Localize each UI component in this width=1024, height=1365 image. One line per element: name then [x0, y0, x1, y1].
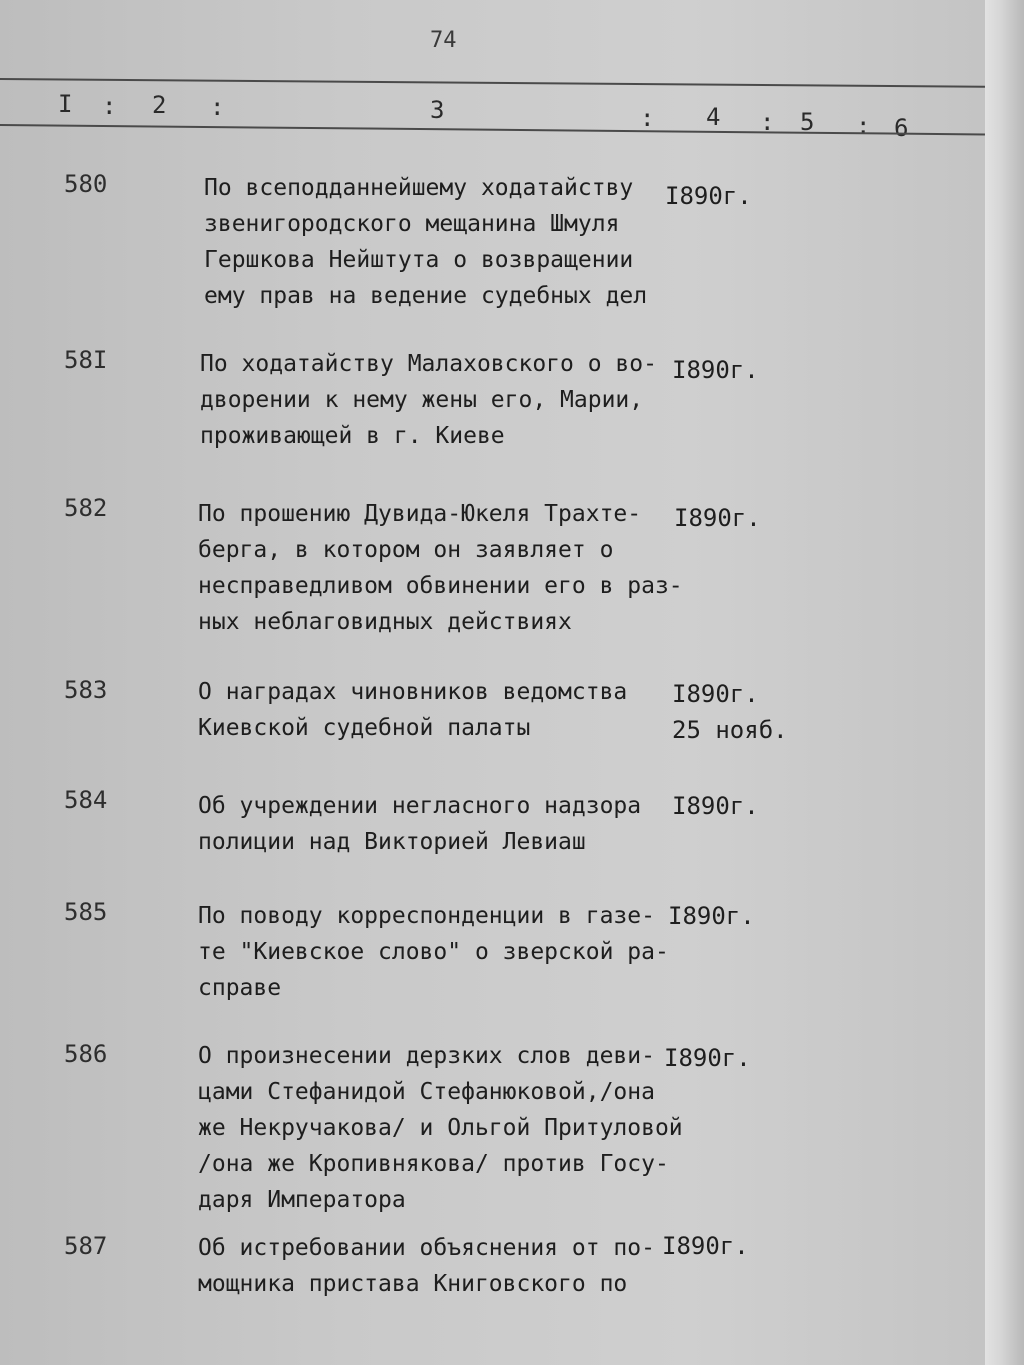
entry-number: 582 [64, 494, 108, 522]
column-header-2: 2 [152, 91, 167, 119]
entry-text-line: же Некручакова/ и Ольгой Притуловой [198, 1115, 683, 1141]
entry-text-line: проживающей в г. Киеве [200, 423, 505, 449]
entry-date-line: 25 нояб. [672, 716, 788, 744]
entry-description [198, 496, 683, 640]
entry-description [198, 674, 627, 746]
entry-text-line: По поводу корреспонденции в газе- [198, 903, 655, 929]
entry-text-line: цами Стефанидой Стефанюковой,/она [198, 1079, 655, 1105]
entry-description [204, 170, 647, 314]
entry-text-line: О произнесении дерзких слов деви- [198, 1043, 655, 1069]
entry-date [664, 1040, 751, 1076]
column-header-6: 6 [894, 114, 909, 142]
column-header-4: 4 [706, 103, 721, 131]
entry-date [672, 352, 759, 388]
entry-text-line: /она же Кропивнякова/ против Госу- [198, 1151, 669, 1177]
column-header-3: 3 [430, 96, 445, 124]
column-separator: : [210, 93, 225, 121]
entry-text-line: Об истребовании объяснения от по- [198, 1235, 655, 1261]
entry-text-line: По всеподданнейшему ходатайству [204, 175, 634, 201]
column-separator: : [856, 112, 871, 140]
entry-number: 586 [64, 1040, 108, 1068]
entry-number: 585 [64, 898, 108, 926]
entry-text-line: несправедливом обвинении его в раз- [198, 573, 683, 599]
column-separator: : [640, 104, 655, 132]
entry-text-line: Гершкова Нейштута о возвращении [204, 247, 634, 273]
entry-description [198, 898, 669, 1006]
entry-description [200, 346, 657, 454]
entry-date-line: I890г. [674, 504, 761, 532]
column-separator: : [102, 92, 117, 120]
entry-text-line: полиции над Викторией Левиаш [198, 829, 586, 855]
entry-date-line: I890г. [672, 792, 759, 820]
entry-number: 587 [64, 1232, 108, 1260]
column-header-1: I [58, 90, 73, 118]
entry-number: 580 [64, 170, 108, 198]
column-separator: : [760, 108, 775, 136]
entry-text-line: звенигородского мещанина Шмуля [204, 211, 620, 237]
entry-date-line: I890г. [664, 1044, 751, 1072]
entry-date-line: I890г. [665, 182, 752, 210]
entry-text-line: По прошению Дувида-Юкеля Трахте- [198, 501, 642, 527]
entry-date-line: I890г. [672, 680, 759, 708]
entry-text-line: берга, в котором он заявляет о [198, 537, 614, 563]
entry-text-line: даря Императора [198, 1187, 406, 1213]
entry-text-line: По ходатайству Малаховского о во- [200, 351, 657, 377]
entry-number: 58I [64, 346, 108, 374]
entry-text-line: те "Киевское слово" о зверской ра- [198, 939, 669, 965]
entry-description [198, 1038, 683, 1218]
entry-text-line: О наградах чиновников ведомства [198, 679, 628, 705]
entry-date [668, 898, 755, 934]
page-number: 74 [430, 28, 457, 53]
entry-number: 583 [64, 676, 108, 704]
entry-date [672, 676, 788, 748]
entry-text-line: справе [198, 975, 282, 1001]
entry-date [662, 1228, 749, 1264]
entry-text-line: Об учреждении негласного надзора [198, 793, 642, 819]
entry-text-line: ных неблаговидных действиях [198, 609, 572, 635]
entry-description [198, 788, 641, 860]
entry-text-line: ему прав на ведение судебных дел [204, 283, 648, 309]
column-header-5: 5 [800, 108, 815, 136]
entry-date-line: I890г. [662, 1232, 749, 1260]
entry-text-line: мощника пристава Книговского по [198, 1271, 628, 1297]
entry-number: 584 [64, 786, 108, 814]
page-edge [985, 0, 1024, 1365]
entry-date [672, 788, 759, 824]
entry-date [665, 178, 752, 214]
entry-date-line: I890г. [668, 902, 755, 930]
entry-text-line: Киевской судебной палаты [198, 715, 531, 741]
entry-description [198, 1230, 655, 1302]
entry-date-line: I890г. [672, 356, 759, 384]
entry-text-line: дворении к нему жены его, Марии, [200, 387, 644, 413]
entry-date [674, 500, 761, 536]
